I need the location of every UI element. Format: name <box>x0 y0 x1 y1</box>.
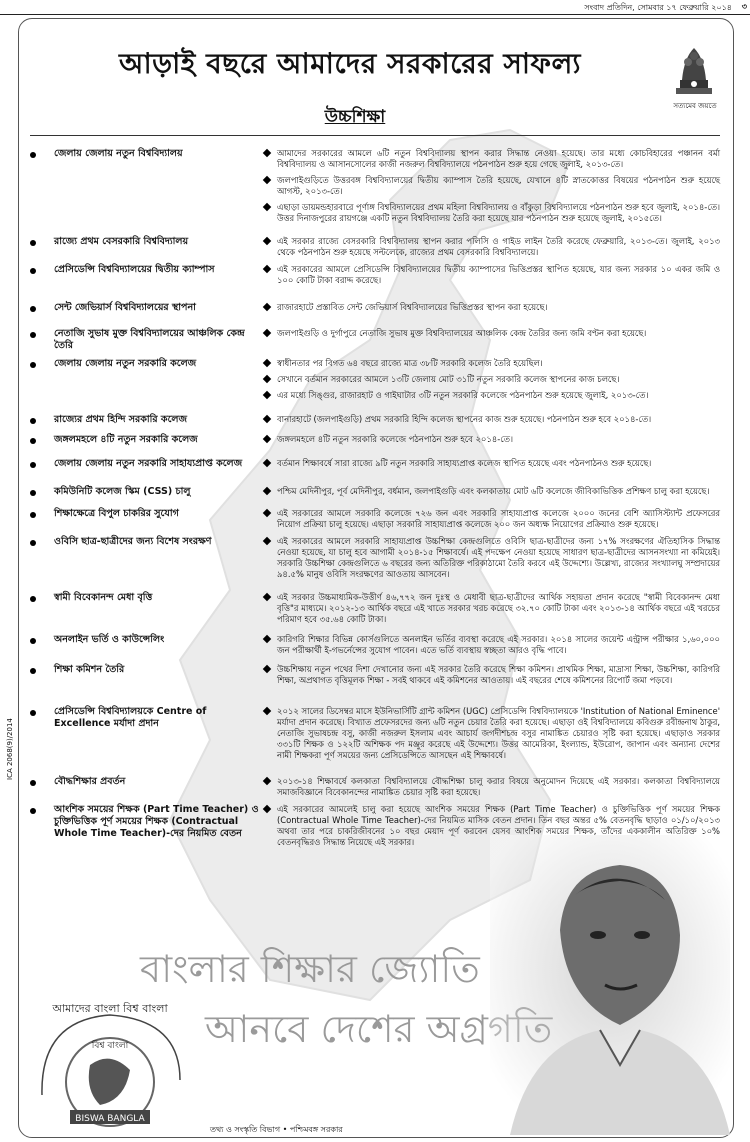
emblem-caption: সত্যমেব জয়তে <box>673 102 717 110</box>
topic-label: আংশিক সময়ের শিক্ষক (Part Time Teacher) ও চুক্তিভিত্তিক পূর্ণ সময়ের শিক্ষক (Contractual Whole Time Teacher)-দের নিয়মিত বেতন <box>54 804 259 839</box>
divider <box>30 135 720 136</box>
topic-label: স্বামী বিবেকানন্দ মেধা বৃত্তি <box>54 592 153 603</box>
bullet-icon <box>30 152 36 158</box>
detail-point: এর মধ্যে সিঙ্গুর, রাজারহাট ও গাইঘাটার ৩টি নতুন সরকারি কলেজে পঠনপাঠন শুরু হয়েছে জুলাই, ২০১৩-তে। <box>264 390 720 401</box>
diamond-bullet-icon <box>263 805 271 813</box>
diamond-bullet-icon <box>263 635 271 643</box>
bullet-icon <box>30 780 36 786</box>
detail-point: রাজারহাটে প্রস্তাবিত সেন্ট জেভিয়ার্স বিশ্ববিদ্যালয়ের ভিত্তিপ্রস্তর স্থাপন করা হয়েছে। <box>264 302 720 313</box>
diamond-bullet-icon <box>263 303 271 311</box>
detail-point: ২০১৩-১৪ শিক্ষাবর্ষে কলকাতা বিশ্ববিদ্যালয়ে বৌদ্ধশিক্ষা চালু করার বিষয়ে অনুমোদন দিয়েছে এই সরকার। কলকাতা বিশ্ববিদ্যালয়ে সমাজবিজ্ঞানে বিবেকানন্দের নামাঙ্কিত চেয়ার সৃষ্টি করা হয়েছে। <box>264 776 720 798</box>
topic-label: শিক্ষাক্ষেত্রে বিপুল চাকরির সুযোগ <box>54 508 179 519</box>
bullet-icon <box>30 438 36 444</box>
detail-point: এই সরকারের আমলে সরকারি কলেজে ৭২৬ জন এবং সরকারি সাহায্যপ্রাপ্ত কলেজে ২০০০ জনের বেশি অ্যাসিস্ট্যান্ট প্রফেসরের নিয়োগ প্রক্রিয়া চালু হয়েছে। এছাড়া সরকারি সাহায্যপ্রাপ্ত কলেজে ২০০ জন অধ্যক্ষ নিয়োগের প্রক্রিয়াও শুরু হয়েছে। <box>264 508 720 530</box>
bullet-icon <box>30 808 36 814</box>
dateline: সংবাদ প্রতিদিন, সোমবার ১৭ ফেব্রুয়ারি ২০১৪ <box>584 3 732 12</box>
detail-point: এই সরকারের আমলেই চালু করা হয়েছে আংশিক সময়ের শিক্ষক (Part Time Teacher) ও চুক্তিভিত্তিক পূর্ণ সময়ের শিক্ষক (Contractual Whole Time Teacher)-দের নিয়মিত মাসিক বেতন প্রদান। তিন বছর অন্তর ৫% বেতনবৃদ্ধি ছাড়াও ০১/১০/২০১৩ অথবা তার পরে চাকরিজীবনের ১০ বছর মেয়াদ পূর্ণ করবেন যেসব আংশিক সময়ের শিক্ষক, তাঁদের এককালীন অতিরিক্ত ১০% বেতনবৃদ্ধিরও সিদ্ধান্ত নিয়েছে এই সরকার। <box>264 804 720 848</box>
logo-arc-text: আমাদের বাংলা বিশ্ব বাংলা <box>52 1002 168 1015</box>
detail-point: আমাদের সরকারের আমলে ৬টি নতুন বিশ্ববিদ্যালয় স্থাপন করার সিদ্ধান্ত নেওয়া হয়েছে। তার মধ্যে কোচবিহারের পঞ্চানন বর্মা বিশ্ববিদ্যালয় ও আসানসোলের কাজী নজরুল বিশ্ববিদ্যালয়ে পঠনপাঠন শুরু হয়ে গেছে জুলাই, ২০১৩-তে। <box>264 148 720 170</box>
topic-label: বৌদ্ধশিক্ষার প্রবর্তন <box>54 776 126 787</box>
detail-point: স্বাধীনতার পর বিগত ৬৪ বছরে রাজ্যে মাত্র ৩৮টি সরকারি কলেজ তৈরি হয়েছিল। <box>264 358 720 369</box>
topic-label: জেলায় জেলায় নতুন সরকারি কলেজ <box>54 358 197 369</box>
detail-point: কারিগরি শিক্ষার বিভিন্ন কোর্সগুলিতে অনলাইন ভর্তির ব্যবস্থা করেছে এই সরকার। ২০১৪ সালের জয়েন্ট এন্ট্রান্স পরীক্ষার ১,৬০,০০০ জন পরীক্ষার্থী ই-গভর্নেন্সের সুযোগ পাবেন। এতে ভর্তি ব্যবস্থায় স্বচ্ছতা আরও বৃদ্ধি পাবে। <box>264 634 720 656</box>
diamond-bullet-icon <box>263 509 271 517</box>
detail-point: এই সরকার রাজ্যে বেসরকারি বিশ্ববিদ্যালয় স্থাপন করার পলিসি ও গাইড লাইন তৈরি করেছে ফেব্রুয়ারি, ২০১৩-তে। জুলাই, ২০১৩ থেকে পঠনপাঠন শুরু হয়েছে সল্টলেকে, রাজ্যের প্রথম বেসরকারি বিশ্ববিদ্যালয়ে। <box>264 236 720 258</box>
topic-label: প্রেসিডেন্সি বিশ্ববিদ্যালয়ের দ্বিতীয় ক্যাম্পাস <box>54 264 215 275</box>
detail-point: উচ্চশিক্ষায় নতুন পথের দিশা দেখানোর জন্য এই সরকার তৈরি করেছে শিক্ষা কমিশন। প্রাথমিক শিক্ষা, মাদ্রাসা শিক্ষা, উচ্চশিক্ষা, কারিগরি শিক্ষা, অপ্রথাগত বৃত্তিমূলক শিক্ষা - সবই থাকবে এই কমিশনের আওতায়। এই বছরের শেষে কমিশনের রিপোর্ট জমা পড়বে। <box>264 664 720 686</box>
diamond-bullet-icon <box>263 265 271 273</box>
diamond-bullet-icon <box>263 487 271 495</box>
diamond-bullet-icon <box>263 707 271 715</box>
diamond-bullet-icon <box>263 176 271 184</box>
logo-tag: বিশ্ব বাংলা <box>91 1041 129 1051</box>
bullet-icon <box>30 490 36 496</box>
chief-minister-portrait <box>490 835 730 1135</box>
topic-label: জেলায় জেলায় নতুন সরকারি সাহায্যপ্রাপ্ত কলেজ <box>54 458 243 469</box>
diamond-bullet-icon <box>263 359 271 367</box>
bullet-icon <box>30 462 36 468</box>
topic-label: জেলায় জেলায় নতুন বিশ্ববিদ্যালয় <box>54 148 183 159</box>
topic-label: রাজ্যের প্রথম হিন্দি সরকারি কলেজ <box>54 414 187 425</box>
bullet-icon <box>30 540 36 546</box>
topic-label: নেতাজি সুভাষ মুক্ত বিশ্ববিদ্যালয়ের আঞ্চলিক কেন্দ্র তৈরি <box>54 328 245 351</box>
diamond-bullet-icon <box>263 593 271 601</box>
detail-point: জঙ্গলমহলে ৪টি নতুন সরকারি কলেজে পঠনপাঠন শুরু হবে ২০১৪-তে। <box>264 434 720 445</box>
topic-label: ওবিসি ছাত্র-ছাত্রীদের জন্য বিশেষ সংরক্ষণ <box>54 536 212 547</box>
bullet-icon <box>30 362 36 368</box>
national-emblem-icon <box>672 40 716 100</box>
bullet-icon <box>30 596 36 602</box>
headline: আড়াই বছরে আমাদের সরকারের সাফল্য <box>119 47 581 80</box>
detail-point: সেখানে বর্তমান সরকারের আমলে ১৩টি জেলায় মোট ৩১টি নতুন সরকারি কলেজ স্থাপনের কাজ চলছে। <box>264 374 720 385</box>
footer-credit: তথ্য ও সংস্কৃতি বিভাগ • পশ্চিমবঙ্গ সরকার <box>210 1125 343 1134</box>
bullet-icon <box>30 668 36 674</box>
diamond-bullet-icon <box>263 435 271 443</box>
topic-label: অনলাইন ভর্তি ও কাউন্সেলিং <box>54 634 165 645</box>
diamond-bullet-icon <box>263 375 271 383</box>
topic-label: কমিউনিটি কলেজ স্কিম (CSS) চালু <box>54 486 191 497</box>
bullet-icon <box>30 306 36 312</box>
diamond-bullet-icon <box>263 665 271 673</box>
bullet-icon <box>30 418 36 424</box>
detail-point: বর্তমান শিক্ষাবর্ষে সারা রাজ্যে ৯টি নতুন সরকারি সাহায্যপ্রাপ্ত কলেজ স্থাপিত হয়েছে এবং পঠনপাঠনও শুরু হয়েছে। <box>264 458 720 469</box>
page-number: ৩ <box>741 2 747 11</box>
bullet-icon <box>30 512 36 518</box>
diamond-bullet-icon <box>263 459 271 467</box>
detail-point: বানারহাটে (জলপাইগুড়ি) প্রথম সরকারি হিন্দি কলেজ স্থাপনের কাজ শুরু হয়েছে। পঠনপাঠন শুরু হবে ২০১৪-তে। <box>264 414 720 425</box>
diamond-bullet-icon <box>263 391 271 399</box>
bullet-icon <box>30 710 36 716</box>
bullet-icon <box>30 268 36 274</box>
topic-label: জঙ্গলমহলে ৪টি নতুন সরকারি কলেজ <box>54 434 198 445</box>
topic-label: প্রেসিডেন্সি বিশ্ববিদ্যালয়কে Centre of Excellence মর্যাদা প্রদান <box>54 706 207 729</box>
slogan-line-1: বাংলার শিক্ষার জ্যোতি <box>140 947 480 991</box>
diamond-bullet-icon <box>263 777 271 785</box>
detail-point: পশ্চিম মেদিনীপুর, পূর্ব মেদিনীপুর, বর্ধমান, জলপাইগুড়ি এবং কলকাতায় মোট ৬টি কলেজে জীবিকাভিত্তিক প্রশিক্ষণ চালু করা হয়েছে। <box>264 486 720 497</box>
diamond-bullet-icon <box>263 203 271 211</box>
topic-label: সেন্ট জেভিয়ার্স বিশ্ববিদ্যালয়ের স্থাপনা <box>54 302 196 313</box>
topic-label: শিক্ষা কমিশন তৈরি <box>54 664 125 675</box>
slogan-line-2: আনবে দেশের অগ্রগতি <box>205 1007 553 1051</box>
diamond-bullet-icon <box>263 149 271 157</box>
detail-point: ২০১২ সালের ডিসেম্বর মাসে ইউনিভার্সিটি গ্রান্ট কমিশন (UGC) প্রেসিডেন্সি বিশ্ববিদ্যালয়কে 'Institution of National Eminence' মর্যাদা প্রদান করেছে। বিখ্যাত প্রফেসরদের জন্য ৬টি নতুন চেয়ার তৈরি করা হয়েছে। এছাড়া ওই বিশ্ববিদ্যালয়ে কবিগুরু রবীন্দ্রনাথ ঠাকুর, নেতাজি সুভাষচন্দ্র বসু, কাজী নজরুল ইসলাম এবং আচার্য জগদীশচন্দ্র বসুর নামাঙ্কিত চেয়ারও সৃষ্টি করা হয়েছে। এছাড়াও সরকার ৩৩১টি শিক্ষক ও ১২২টি অশিক্ষক পদ মঞ্জুর করেছে এই উদ্দেশ্যে। উত্তর আমেরিকা, ইংল্যান্ড, ইউরোপ, জাপান এবং অন্যান্য দেশের নামী শিক্ষকরা পূর্ণ সময়ের জন্য প্রেসিডেন্সিতে আসছেন এই শিক্ষাবর্ষে। <box>264 706 720 761</box>
diamond-bullet-icon <box>263 329 271 337</box>
detail-point: এই সরকারের আমলে সরকারি সাহায্যপ্রাপ্ত উচ্চশিক্ষা কেন্দ্রগুলিতে ওবিসি ছাত্র-ছাত্রীদের জন্য ১৭% সংরক্ষণের ঐতিহাসিক সিদ্ধান্ত নেওয়া হয়েছে, যা চালু হবে আগামী ২০১৪-১৫ শিক্ষাবর্ষে। এই পদক্ষেপ নেওয়া হয়েছে সাধারণ ছাত্র-ছাত্রীদের আসনসংখ্যা না কমিয়েই। সরকারি উচ্চশিক্ষা কেন্দ্রগুলিতে ৬ বছরের জন্য অতিরিক্ত পরিকাঠামো তৈরি করবে এই উদ্দেশ্যে। উল্লেখ্য, রাজ্যের সংখ্যালঘু সম্প্রদায়ের ৯৪.৫% মানুষ ওবিসি সংরক্ষণের আওতায় আসবেন। <box>264 536 720 580</box>
bullet-icon <box>30 638 36 644</box>
detail-point: এই সরকারের আমলে প্রেসিডেন্সি বিশ্ববিদ্যালয়ের দ্বিতীয় ক্যাম্পাসের ভিত্তিপ্রস্তর স্থাপিত হয়েছে, যার জন্য সরকার ১০ একর জমি ও ১০০ কোটি টাকা বরাদ্দ করেছে। <box>264 264 720 286</box>
detail-point: জলপাইগুড়িতে উত্তরবঙ্গ বিশ্ববিদ্যালয়ের দ্বিতীয় ক্যাম্পাস তৈরি হয়েছে, যেখানে ৪টি স্নাতকোত্তর বিষয়ের পঠনপাঠন শুরু হয়েছে আগস্ট, ২০১৩-তে। <box>264 175 720 197</box>
diamond-bullet-icon <box>263 237 271 245</box>
newspaper-header <box>0 0 750 15</box>
section-title: উচ্চশিক্ষা <box>324 107 386 127</box>
logo-bottom-text: BISWA BANGLA <box>75 1114 145 1124</box>
biswa-bangla-logo <box>30 1000 190 1130</box>
detail-point: এই সরকার উচ্চমাধ্যমিক-উত্তীর্ণ ৪৬,৭৭২ জন দুঃস্থ ও মেধাবী ছাত্র-ছাত্রীদের আর্থিক সহায়তা প্রদান করেছে "স্বামী বিবেকানন্দ মেধা বৃত্তি"র মাধ্যমে। ২০১২-১৩ আর্থিক বছরে এই খাতে সরকার খরচ করেছে ৩২.৭০ কোটি টাকা এবং ২০১৩-১৪ আর্থিক বছরে এই খরচের পরিমাণ হবে ৩৫.৬৪ কোটি টাকা। <box>264 592 720 625</box>
diamond-bullet-icon <box>263 537 271 545</box>
bullet-icon <box>30 240 36 246</box>
topic-label: রাজ্যে প্রথম বেসরকারি বিশ্ববিদ্যালয় <box>54 236 189 247</box>
bullet-icon <box>30 332 36 338</box>
detail-point: জলপাইগুড়ি ও দুর্গাপুরে নেতাজি সুভাষ মুক্ত বিশ্ববিদ্যালয়ের আঞ্চলিক কেন্দ্র তৈরির জন্য জমি বণ্টন করা হয়েছে। <box>264 328 720 339</box>
diamond-bullet-icon <box>263 415 271 423</box>
detail-point: এছাড়া ডায়মন্ডহারবারে পূর্ণাঙ্গ বিশ্ববিদ্যালয়ের প্রথম মহিলা বিশ্ববিদ্যালয় ও বাঁকুড়া বিশ্ববিদ্যালয়ে পঠনপাঠন শুরু হবে জুলাই, ২০১৪-তে। উত্তর দিনাজপুরের রায়গঞ্জে একটি নতুন বিশ্ববিদ্যালয় তৈরি করা হয়েছে যার পঠনপাঠন শুরু হয়েছে জুলাই, ২০১৫তে। <box>264 202 720 224</box>
ad-reference-code: ICA 2068(9)/2014 <box>6 718 14 780</box>
